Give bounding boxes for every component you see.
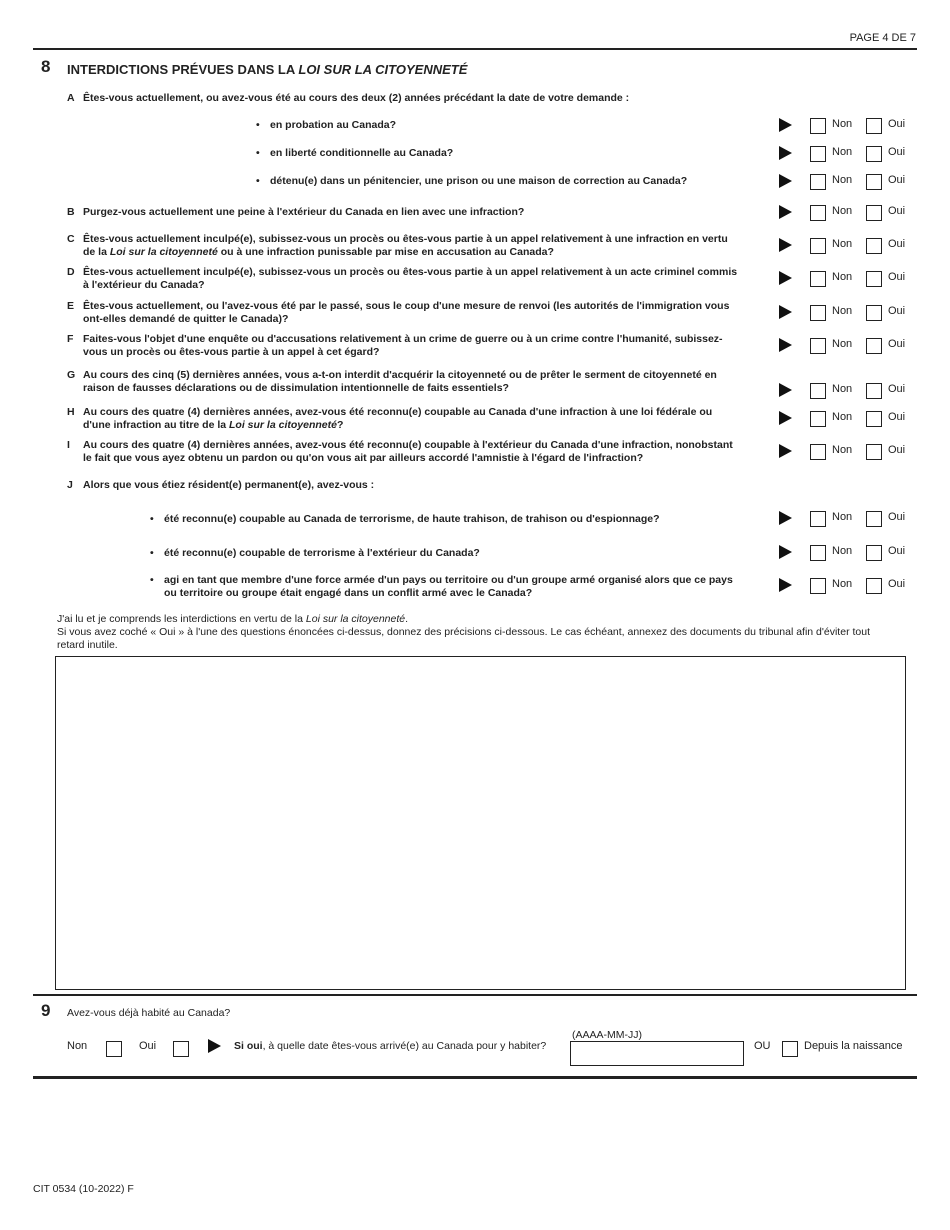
arrow-icon [779, 578, 792, 592]
question-a: A Êtes-vous actuellement, ou avez-vous été au cours des deux (2) années précédant la date de votre demande : [67, 92, 630, 104]
arrow-icon [779, 511, 792, 525]
question-b-no-checkbox[interactable] [810, 205, 826, 221]
question-j1-no-checkbox[interactable] [810, 511, 826, 527]
question-h-no-label: Non [832, 411, 853, 423]
question-j2-yes-label: Oui [888, 545, 906, 557]
question-j2-no-label: Non [832, 545, 853, 557]
arrival-date-input[interactable] [570, 1041, 744, 1066]
question-j3-no-checkbox[interactable] [810, 578, 826, 594]
question-j-item-1: • été reconnu(e) coupable au Canada de terrorisme, de haute trahison, de trahison ou d'espionnage? [164, 513, 660, 526]
question-g-yes-checkbox[interactable] [866, 383, 882, 399]
question-i: I Au cours des quatre (4) dernières années, avez-vous été reconnu(e) coupable à l'extérieur du Canada d'une infraction, nonobstant le fait que vous ayez obtenu un pardon ou qu'on vous ait par ailleurs accordé l'amnistie à l'égard de l'infraction? [67, 439, 733, 464]
question-e: E Êtes-vous actuellement, ou l'avez-vous été par le passé, sous le coup d'une mesure de renvoi (les autorités de l'immigration vous ont-elles demandé de quitter le Canada)? [67, 300, 730, 325]
section-8-number: 8 [41, 57, 51, 76]
question-a2-yes-label: Oui [888, 146, 906, 158]
question-a1-no-checkbox[interactable] [810, 118, 826, 134]
question-a-item-3: • détenu(e) dans un pénitencier, une prison ou une maison de correction au Canada? [270, 175, 687, 188]
question-j1-no-label: Non [832, 511, 853, 523]
or-label: OU [754, 1040, 771, 1052]
question-c-no-checkbox[interactable] [810, 238, 826, 254]
question-h-no-checkbox[interactable] [810, 411, 826, 427]
question-b-yes-label: Oui [888, 205, 906, 217]
question-c-no-label: Non [832, 238, 853, 250]
question-j-item-3: • agi en tant que membre d'une force armée d'un pays ou territoire ou d'un groupe armé organisé alors que ce pays ou territoire ou groupe était engagé dans un conflit armé avec le Canada? [164, 574, 733, 600]
question-d-no-label: Non [832, 271, 853, 283]
question-b: B Purgez-vous actuellement une peine à l'extérieur du Canada en lien avec une infraction? [67, 206, 525, 218]
question-g-no-checkbox[interactable] [810, 383, 826, 399]
section-divider [33, 48, 917, 50]
arrow-icon [779, 338, 792, 352]
question-f-yes-checkbox[interactable] [866, 338, 882, 354]
section-divider [33, 994, 917, 996]
question-a-item-2: • en liberté conditionnelle au Canada? [270, 147, 453, 160]
instructions-note: J'ai lu et je comprends les interdictions en vertu de la Loi sur la citoyenneté. Si vous avez coché « Oui » à l'une des questions énoncées ci-dessus, donnez des précisions ci-dessous. Le cas échéant, annexez des documents du tribunal afin d'éviter tout retard inutile. [57, 613, 870, 651]
question-f: F Faites-vous l'objet d'une enquête ou d'accusations relativement à un crime de guerre ou à un crime contre l'humanité, subissez- vous un procès ou êtes-vous partie à un appel à cet égard? [67, 333, 723, 358]
question-c-yes-checkbox[interactable] [866, 238, 882, 254]
question-e-yes-checkbox[interactable] [866, 305, 882, 321]
arrow-icon [779, 305, 792, 319]
question-i-yes-label: Oui [888, 444, 906, 456]
question-j1-yes-label: Oui [888, 511, 906, 523]
question-i-yes-checkbox[interactable] [866, 444, 882, 460]
question-e-yes-label: Oui [888, 305, 906, 317]
question-j-item-2: • été reconnu(e) coupable de terrorisme à l'extérieur du Canada? [164, 547, 480, 560]
question-a3-yes-checkbox[interactable] [866, 174, 882, 190]
question-a3-no-checkbox[interactable] [810, 174, 826, 190]
arrow-icon [779, 444, 792, 458]
arrow-icon [779, 238, 792, 252]
question-d: D Êtes-vous actuellement inculpé(e), subissez-vous un procès ou êtes-vous partie à un appel relativement à un acte criminel commis à l'extérieur du Canada? [67, 266, 738, 291]
question-f-no-checkbox[interactable] [810, 338, 826, 354]
question-j1-yes-checkbox[interactable] [866, 511, 882, 527]
form-code: CIT 0534 (10-2022) F [33, 1183, 134, 1195]
question-e-no-checkbox[interactable] [810, 305, 826, 321]
arrow-icon [779, 174, 792, 188]
question-d-yes-checkbox[interactable] [866, 271, 882, 287]
question-a1-yes-label: Oui [888, 118, 906, 130]
lived-yes-checkbox[interactable] [173, 1041, 189, 1057]
arrow-icon [779, 146, 792, 160]
question-j: J Alors que vous étiez résident(e) permanent(e), avez-vous : [67, 479, 375, 491]
question-b-no-label: Non [832, 205, 853, 217]
question-j3-no-label: Non [832, 578, 853, 590]
section-9-number: 9 [41, 1001, 51, 1020]
question-g-no-label: Non [832, 383, 853, 395]
question-d-yes-label: Oui [888, 271, 906, 283]
arrival-date-question: Si oui, à quelle date êtes-vous arrivé(e) au Canada pour y habiter? [234, 1040, 547, 1052]
question-a3-no-label: Non [832, 174, 853, 186]
date-format-hint: (AAAA-MM-JJ) [572, 1029, 642, 1041]
question-i-no-checkbox[interactable] [810, 444, 826, 460]
question-c: C Êtes-vous actuellement inculpé(e), subissez-vous un procès ou êtes-vous partie à un appel relativement à une infraction en vertu de la Loi sur la citoyenneté ou à une infraction punissable par mise en accusation au Canada? [67, 233, 728, 258]
arrow-icon [779, 383, 792, 397]
question-f-no-label: Non [832, 338, 853, 350]
question-j3-yes-label: Oui [888, 578, 906, 590]
arrow-icon [208, 1039, 221, 1053]
details-textarea[interactable] [55, 656, 906, 990]
section-9-question: Avez-vous déjà habité au Canada? [67, 1007, 231, 1019]
lived-no-checkbox[interactable] [106, 1041, 122, 1057]
question-a-item-1: • en probation au Canada? [270, 119, 396, 132]
question-h-yes-checkbox[interactable] [866, 411, 882, 427]
question-d-no-checkbox[interactable] [810, 271, 826, 287]
arrow-icon [779, 118, 792, 132]
arrow-icon [779, 411, 792, 425]
question-g-yes-label: Oui [888, 383, 906, 395]
question-a2-no-label: Non [832, 146, 853, 158]
lived-no-label: Non [67, 1040, 88, 1052]
question-h-yes-label: Oui [888, 411, 906, 423]
arrow-icon [779, 271, 792, 285]
question-h: H Au cours des quatre (4) dernières années, avez-vous été reconnu(e) coupable au Canada d'une infraction à une loi fédérale ou d'une infraction au titre de la Loi sur la citoyenneté? [67, 406, 713, 431]
question-c-yes-label: Oui [888, 238, 906, 250]
section-8-title: INTERDICTIONS PRÉVUES DANS LA LOI SUR LA CITOYENNETÉ [67, 62, 468, 77]
question-a2-yes-checkbox[interactable] [866, 146, 882, 162]
question-a3-yes-label: Oui [888, 174, 906, 186]
question-a1-yes-checkbox[interactable] [866, 118, 882, 134]
question-g: G Au cours des cinq (5) dernières années, vous a-t-on interdit d'acquérir la citoyenneté ou de prêter le serment de citoyenneté en raison de fausses déclarations ou de dissimulation intentionnelle de faits essentiels? [67, 369, 717, 394]
section-divider [33, 1076, 917, 1079]
question-f-yes-label: Oui [888, 338, 906, 350]
since-birth-checkbox[interactable] [782, 1041, 798, 1057]
question-i-no-label: Non [832, 444, 853, 456]
page-number: PAGE 4 DE 7 [849, 32, 916, 44]
since-birth-label: Depuis la naissance [804, 1040, 903, 1052]
question-a2-no-checkbox[interactable] [810, 146, 826, 162]
question-j2-no-checkbox[interactable] [810, 545, 826, 561]
question-a1-no-label: Non [832, 118, 853, 130]
question-j3-yes-checkbox[interactable] [866, 578, 882, 594]
arrow-icon [779, 205, 792, 219]
question-b-yes-checkbox[interactable] [866, 205, 882, 221]
question-e-no-label: Non [832, 305, 853, 317]
arrow-icon [779, 545, 792, 559]
question-j2-yes-checkbox[interactable] [866, 545, 882, 561]
lived-yes-label: Oui [139, 1040, 157, 1052]
